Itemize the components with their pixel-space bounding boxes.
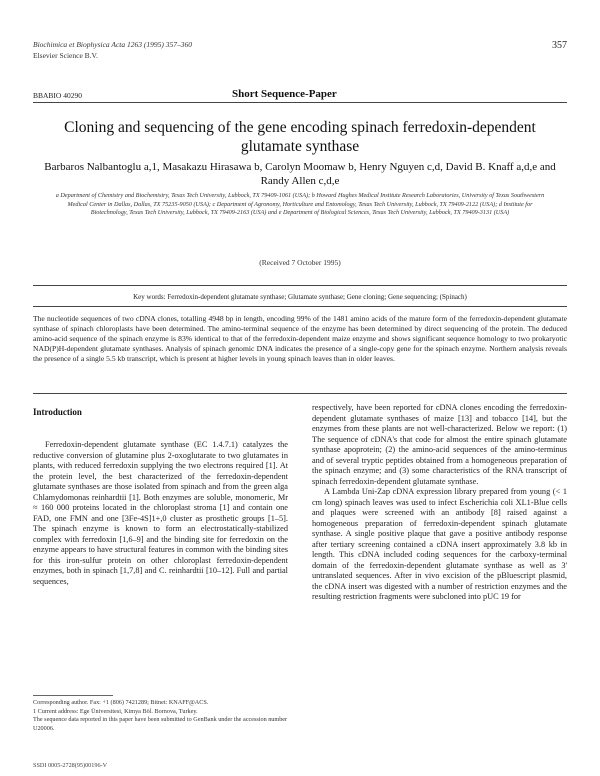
abstract-divider (33, 393, 567, 394)
abstract-text: The nucleotide sequences of two cDNA clones, totalling 4948 bp in length, encoding 99% of the 1481 amino acids of the mature form of the ferredoxin-dependent glutamate synthase of spinach chloroplasts have been determined. The amino-terminal sequence of the enzyme has been determined by direct sequencing of the protein. The deduced amino-acid sequence of the spinach enzyme is 83% identical to that of the ferredoxin-dependent maize enzyme and shows significant sequence homology to two prokaryotic NAD(P)H-dependent glutamate synthases. Analysis of spinach genomic DNA indicates the presence of a single-copy gene for the spinach enzyme. Northern analysis reveals the presence of a single 5.5 kb transcript, which is present at higher levels in young spinach leaves than in older leaves. (33, 314, 567, 364)
document-id: BBABIO 40290 (33, 91, 82, 100)
left-column (33, 440, 288, 587)
journal-citation: Biochimica et Biophysica Acta 1263 (1995) 357–360 (33, 40, 192, 49)
keywords-top-divider (33, 285, 567, 286)
introduction-heading: Introduction (33, 407, 82, 417)
footnote-corresponding: Corresponding author. Fax: +1 (806) 7421289; Bitnet: KNAFF@ACS. (33, 699, 209, 706)
header-divider (33, 102, 567, 103)
footnotes (33, 699, 288, 733)
publisher-line: Elsevier Science B.V. (33, 51, 98, 60)
affiliations: a Department of Chemistry and Biochemistry, Texas Tech University, Lubbock, TX 79409-1061 (USA); b Howard Hughes Medical Institute Research Laboratories, University of Texas Southwestern Medical Center in Dallas, Dallas, TX 75235-9050 (USA); c Department of Agronomy, Horticulture and Entomology, Texas Tech University, Lubbock, TX 79409-2122 (USA); d Institute for Biotechnology, Texas Tech University, Lubbock, TX 79409-2163 (USA) and e Department of Biological Sciences, Texas Tech University, Lubbock, TX 79409-3131 (USA) (55, 192, 545, 217)
footnote-divider (33, 695, 113, 696)
issn-line: SSDI 0005-2728(95)00196-V (33, 762, 108, 769)
left-paragraph-1: Ferredoxin-dependent glutamate synthase (EC 1.4.7.1) catalyzes the reductive conversion of glutamine plus 2-oxoglutarate to two glutamates in plants, with reduced ferredoxin supplying the two electrons required [1]. At the protein level, the best characterized of the ferredoxin-dependent glutamate synthases are those isolated from spinach and from the green alga Chlamydomonas reinhardtii [1]. Both enzymes are soluble, monomeric, Mr ≈ 160 000 proteins located in the chloroplast stroma [1] and contain one FAD, one FMN and one [3Fe-4S]1+,0 cluster as prosthetic groups [1–5]. The spinach enzyme is known to form an electrostatically-stabilized complex with ferredoxin [1,6–9] and the binding site for ferredoxin on the enzyme appears to have structural features in common with the binding sites for this iron-sulfur protein on other chloroplast ferredoxin-dependent enzymes, both in spinach [1,7,8] and C. reinhardtii [10–12]. Full and partial sequences, (33, 440, 288, 586)
author-list: Barbaros Nalbantoglu a,1, Masakazu Hirasawa b, Carolyn Moomaw b, Henry Nguyen c,d, David B. Knaff a,d,e and Randy Allen c,d,e (44, 161, 556, 187)
right-paragraph-2: A Lambda Uni-Zap cDNA expression library prepared from young (< 1 cm long) spinach leaves was used to infect Escherichia coli XL1-Blue cells and plaques were screened with an antibody [8] raised against a homogeneous preparation of ferredoxin-dependent spinach glutamate synthase. A single positive plaque that gave a positive antibody response after tertiary screening contained a cDNA insert approximately 3.8 kb in length. This cDNA included coding sequences for the carboxy-terminal domain of the ferredoxin-dependent glutamate synthase as well as 3' untranslated sequences. After in vivo excision of the pBluescript plasmid, the cDNA insert was digested with a number of restriction enzymes and the resulting restriction fragments were subcloned into pUC 19 for (312, 487, 567, 601)
section-heading: Short Sequence-Paper (232, 88, 337, 100)
paper-title: Cloning and sequencing of the gene encoding spinach ferredoxin-dependent glutamate synthase (64, 119, 536, 155)
keywords-line: Key words: Ferredoxin-dependent glutamate synthase; Glutamate synthase; Gene cloning; Gene sequencing; (Spinach) (133, 293, 467, 301)
page-number: 357 (552, 40, 567, 51)
right-column (312, 403, 567, 603)
received-date: (Received 7 October 1995) (259, 258, 341, 267)
footnote-current-address: 1 Current address: Ege Üniversitesi, Kimya Böl. Bornova, Turkey. (33, 707, 198, 715)
footnote-genbank: The sequence data reported in this paper have been submitted to GenBank under the accession number U20006. (33, 716, 288, 732)
right-paragraph-1: respectively, have been reported for cDNA clones encoding the ferredoxin-dependent glutamate synthases of maize [13] and tobacco [14], but the enzymes from these plants are not well-characterized. Below we report: (1) The sequence of cDNA's that code for almost the entire spinach glutamate synthase apoprotein; (2) the amino-acid sequences of the amino-terminus and of several tryptic peptides obtained from a homogeneous preparation of the spinach enzyme; and (3) some characteristics of the RNA transcript of spinach ferredoxin-dependent glutamate synthase. (312, 403, 567, 486)
keywords-bottom-divider (33, 306, 567, 307)
